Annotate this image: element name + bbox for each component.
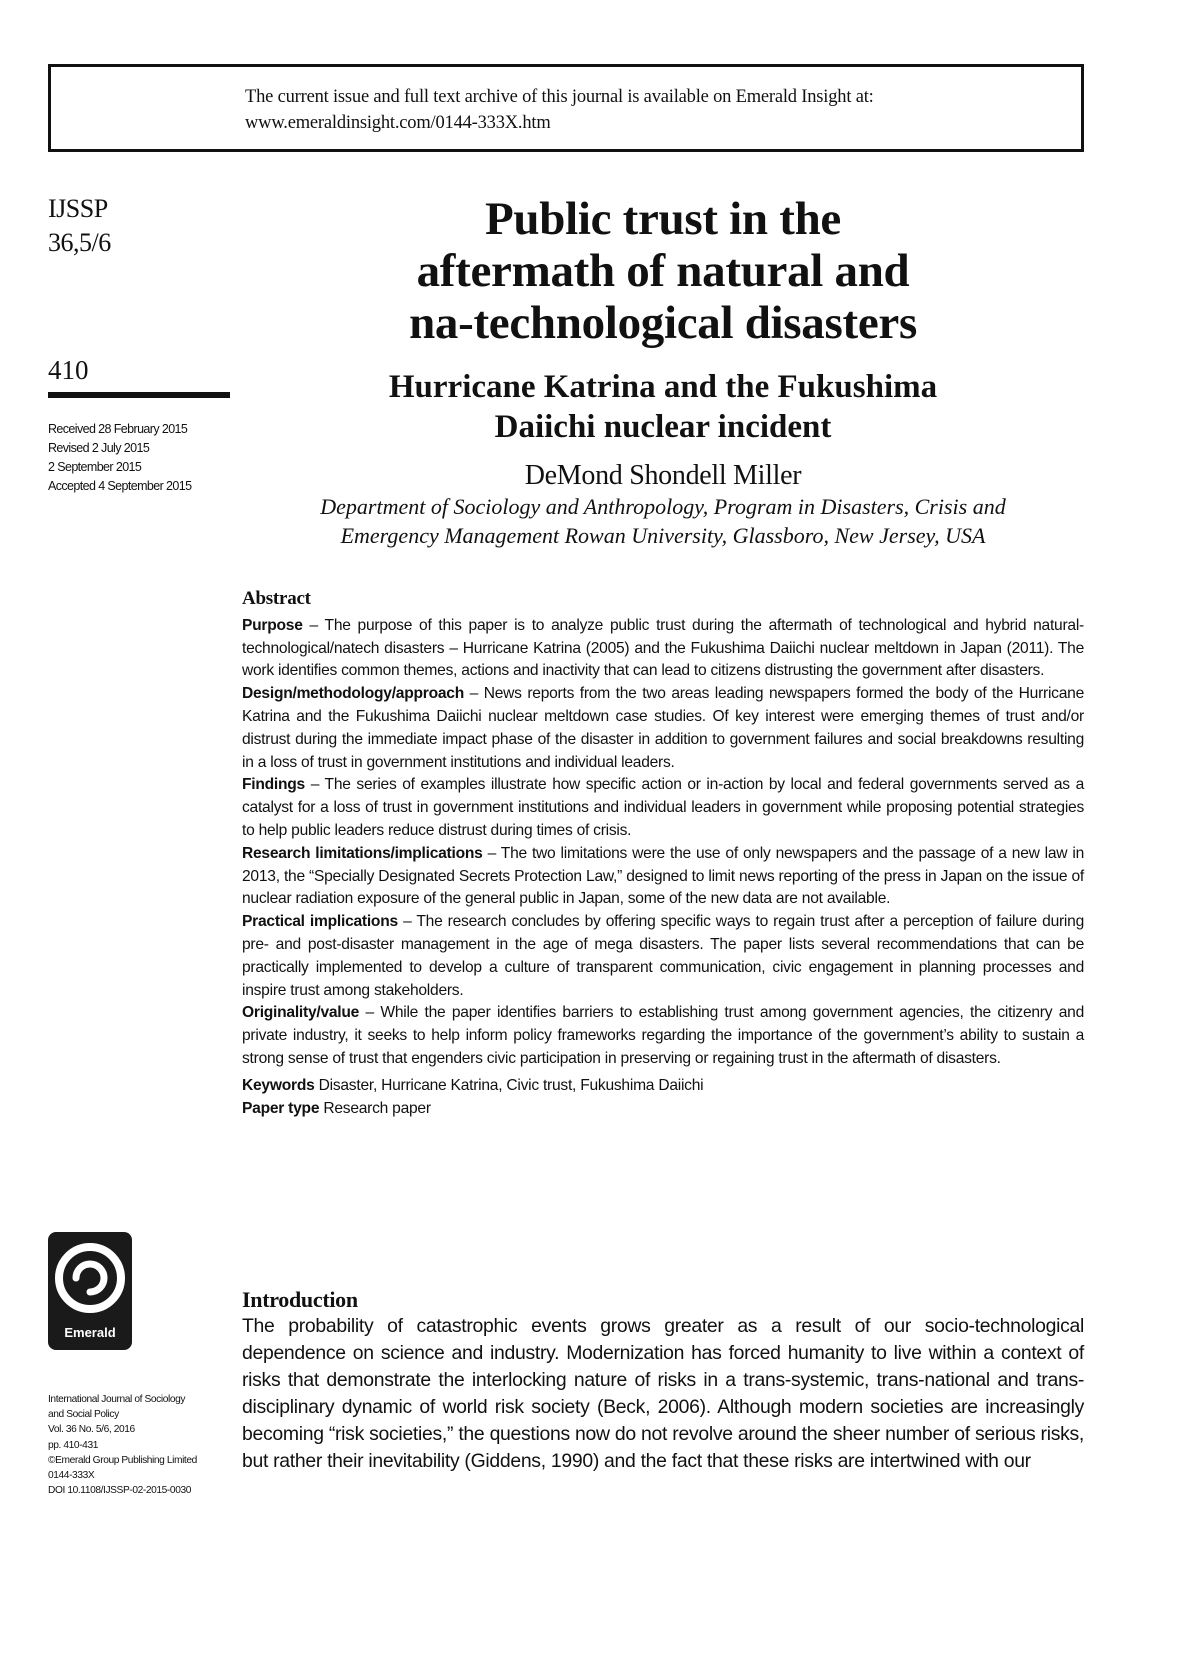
abstract-text: – The series of examples illustrate how specific action or in-action by local and federal governments served as a catalyst for a loss of trust in government institutions and individual leaders in government while proposing potential strategies to help public leaders reduce distrust during times of crisis. bbox=[242, 776, 1084, 839]
abstract-label: Design/methodology/approach bbox=[242, 685, 464, 703]
abstract-label: Practical implications bbox=[242, 913, 398, 931]
author-affiliation bbox=[242, 492, 1084, 550]
introduction-paragraph: The probability of catastrophic events grows greater as a result of our socio-technological dependence on science and industry. Modernization has forced humanity to live within a context of risks that demonstrate the interlocking nature of risks in a trans-systemic, trans-national and trans-disciplinary dynamic of world risk society (Beck, 2006). Although modern societies are increasingly becoming “risk societies,” the questions now do not revolve around the sheer number of serious risks, but rather their inevitability (Giddens, 1990) and the fact that these risks are intertwined with our bbox=[242, 1315, 1084, 1472]
journal-name-line: International Journal of Sociology bbox=[48, 1394, 186, 1405]
availability-text: The current issue and full text archive of this journal is available on Emerald Insight at: bbox=[245, 87, 874, 107]
keywords-text: Disaster, Hurricane Katrina, Civic trust, Fukushima Daiichi bbox=[314, 1076, 704, 1094]
article-title bbox=[242, 193, 1084, 349]
abstract-originality bbox=[242, 1002, 1084, 1070]
abstract-label: Research limitations/implications bbox=[242, 844, 483, 862]
introduction-heading: Introduction bbox=[242, 1287, 358, 1312]
title-line: aftermath of natural and bbox=[416, 245, 910, 297]
keywords bbox=[242, 1075, 1084, 1098]
paper-type bbox=[242, 1098, 1084, 1121]
revised-date-2: 2 September 2015 bbox=[48, 460, 142, 474]
subtitle-line: Hurricane Katrina and the Fukushima bbox=[388, 369, 938, 405]
submission-dates bbox=[48, 420, 191, 496]
paper-type-text: Research paper bbox=[319, 1099, 431, 1117]
abstract-limitations bbox=[242, 843, 1084, 911]
emerald-logo bbox=[48, 1232, 132, 1350]
issn-line: 0144-333X bbox=[48, 1470, 95, 1482]
abstract-text: – The two limitations were the use of only newspapers and the passage of a new law in 2013, the “Specially Designated Secrets Protection Law,” designed to limit news reporting of the press in Japan on the issue of nuclear radiation exposure of the general public in Japan, some of the new data are not available. bbox=[242, 844, 1085, 908]
abstract-heading: Abstract bbox=[242, 588, 311, 609]
introduction-section bbox=[242, 1286, 1084, 1475]
abstract-text: – While the paper identifies barriers to establishing trust among government agencies, the citizenry and private industry, it seeks to help inform policy frameworks regarding the importance of the government’s ability to sustain a strong sense of trust that engenders civic participation in preserving or regaining trust in the aftermath of disasters. bbox=[242, 1004, 1084, 1067]
journal-citation-info bbox=[48, 1392, 197, 1498]
affiliation-line: Emergency Management Rowan University, Glassboro, New Jersey, USA bbox=[340, 523, 986, 548]
accepted-date: Accepted 4 September 2015 bbox=[48, 479, 192, 493]
page-number-rule bbox=[48, 392, 230, 398]
journal-name-line: and Social Policy bbox=[48, 1409, 119, 1421]
abstract-findings bbox=[242, 774, 1084, 842]
subtitle-line: Daiichi nuclear incident bbox=[494, 409, 832, 445]
journal-volume-issue: 36,5/6 bbox=[48, 228, 111, 257]
author-name: DeMond Shondell Miller bbox=[524, 460, 802, 491]
paper-type-label: Paper type bbox=[242, 1099, 320, 1117]
abstract-section bbox=[242, 588, 1084, 1120]
title-line: na-technological disasters bbox=[409, 297, 917, 349]
doi-line: DOI 10.1108/IJSSP-02-2015-0030 bbox=[48, 1485, 191, 1497]
received-date: Received 28 February 2015 bbox=[48, 422, 188, 436]
abstract-label: Originality/value bbox=[242, 1004, 360, 1022]
title-line: Public trust in the bbox=[485, 193, 841, 245]
abstract-text: – The purpose of this paper is to analyze public trust during the aftermath of technological and hybrid natural-technological/natech disasters – Hurricane Katrina (2005) and the Fukushima Daiichi nuclear meltdown in Japan (2011). The work identifies common themes, actions and inactivity that can lead to citizens distrusting the government after disasters. bbox=[242, 616, 1084, 680]
publisher-line: ©Emerald Group Publishing Limited bbox=[48, 1454, 197, 1466]
volume-line: Vol. 36 No. 5/6, 2016 bbox=[48, 1424, 135, 1436]
journal-url-link[interactable]: www.emeraldinsight.com/0144-333X.htm bbox=[245, 113, 551, 133]
page-number: 410 bbox=[48, 355, 89, 385]
abstract-label: Purpose bbox=[242, 616, 303, 634]
keywords-label: Keywords bbox=[242, 1076, 315, 1094]
abstract-design bbox=[242, 683, 1084, 774]
journal-abbreviation: IJSSP bbox=[48, 194, 108, 223]
logo-wordmark: Emerald bbox=[64, 1325, 116, 1340]
article-subtitle bbox=[242, 367, 1084, 447]
abstract-text: – The research concludes by offering specific ways to regain trust after a perception of failure during pre- and post-disaster management in the age of mega disasters. The paper lists several recommendations that can be practically implemented to develop a culture of transparent communication, civic engagement in planning processes and inspire trust among stakeholders. bbox=[242, 913, 1084, 999]
abstract-label: Findings bbox=[242, 776, 305, 794]
abstract-text: – News reports from the two areas leading newspapers formed the body of the Hurricane Katrina and the Fukushima Daiichi nuclear meltdown case studies. Of key interest were emerging themes of trust and/or distrust during the immediate impact phase of the disaster in addition to government failures and social breakdowns resulting in a loss of trust in government institutions and individual leaders. bbox=[242, 685, 1084, 771]
revised-date: Revised 2 July 2015 bbox=[48, 441, 150, 455]
affiliation-line: Department of Sociology and Anthropology, Program in Disasters, Crisis and bbox=[320, 494, 1006, 519]
abstract-purpose bbox=[242, 615, 1084, 683]
journal-code bbox=[48, 192, 111, 260]
journal-availability-box bbox=[48, 64, 1084, 152]
abstract-practical-implications bbox=[242, 911, 1084, 1002]
pages-line: pp. 410-431 bbox=[48, 1439, 98, 1451]
